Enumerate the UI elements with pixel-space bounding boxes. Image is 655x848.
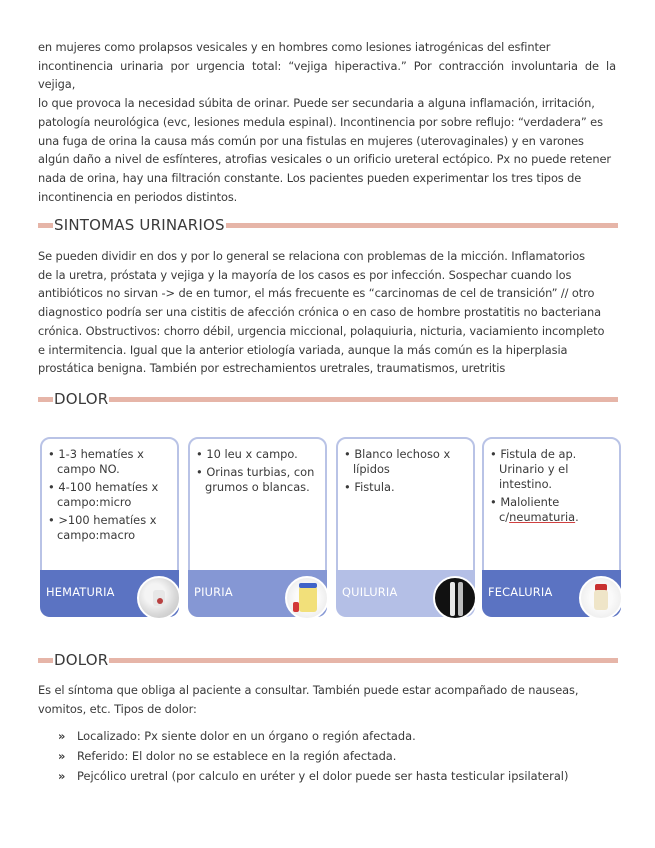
fecaluria-photo-icon [579, 576, 623, 620]
card-list [344, 447, 467, 498]
card-list [48, 447, 171, 546]
card-piuria [188, 437, 327, 613]
card-item: • >100 hematíes x campo:macro [48, 513, 171, 543]
intro-line: incontinencia urinaria por urgencia total: “vejiga hiperactiva.” Por contracción involuntaria de la vejiga, [38, 58, 616, 92]
sintomas-line: crónica. Obstructivos: chorro débil, urgencia miccional, polaquiuria, nicturia, vaciamiento incompleto [38, 323, 605, 338]
section-heading-dolor [38, 389, 618, 409]
sintomas-line: e intermitencia. Igual que la anterior etiología variada, aunque la más común es la hiperplasia [38, 342, 568, 357]
list-item [58, 726, 568, 746]
section-heading-dolor-2 [38, 650, 618, 670]
card-quiluria [336, 437, 475, 613]
sintomas-line: Se pueden dividir en dos y por lo general se relaciona con problemas de la micción. Inflamatorios [38, 249, 585, 263]
card-hematuria [40, 437, 179, 613]
dolor-line: Es el síntoma que obliga al paciente a consultar. También puede estar acompañado de nauseas, [38, 683, 579, 697]
list-item [58, 746, 568, 766]
sintomas-line: antibióticos no sirvan -> de en tumor, el más frecuente es “carcinomas de cel de transición” // otro [38, 286, 595, 301]
list-item-text: Pejcólico uretral (por calculo en uréter y el dolor puede ser hasta testicular ipsilateral) [77, 769, 569, 783]
card-item-period: . [575, 510, 579, 524]
list-item-text: Localizado: Px siente dolor en un órgano o región afectada. [77, 729, 416, 743]
card-label: QUILURIA [342, 585, 398, 599]
dolor-paragraph [38, 681, 616, 718]
card-label: PIURIA [194, 585, 233, 599]
card-item: • Blanco lechoso x lípidos [344, 447, 467, 477]
card-item: • 1-3 hematíes x campo NO. [48, 447, 171, 477]
intro-line: algún daño a nivel de esfínteres, atrofias vesicales o un orificio ureteral ectópico. Px no puede retener [38, 152, 611, 167]
chevron-right-icon: » [58, 749, 66, 763]
card-item: • Fistula de ap. Urinario y el intestino. [490, 447, 613, 492]
heading-title: DOLOR [54, 651, 109, 669]
card-item: • Fistula. [344, 480, 467, 495]
sintomas-line: diagnostico podría ser una cistitis de afección crónica o en caso de hombre prostatitis no bacteriana [38, 305, 601, 320]
intro-line: patología neurológica (evc, lesiones medula espinal). Incontinencia por sobre reflujo: “verdadera” es [38, 114, 603, 129]
quiluria-photo-icon [433, 576, 477, 620]
list-item [58, 766, 568, 786]
heading-lead-rule [38, 397, 53, 402]
intro-line: lo que provoca la necesidad súbita de orinar. Puede ser secundaria a alguna inflamación, irritación, [38, 96, 595, 111]
list-item-text: Referido: El dolor no se establece en la región afectada. [77, 749, 397, 763]
heading-title: DOLOR [54, 390, 109, 408]
intro-paragraph [38, 38, 616, 206]
heading-rule [109, 397, 618, 402]
chevron-right-icon: » [58, 769, 66, 783]
sintomas-paragraph [38, 247, 616, 378]
card-item-underlined: neumaturia [509, 510, 576, 524]
card-list [196, 447, 319, 498]
hematuria-photo-icon [137, 576, 181, 620]
sintomas-line: de la uretra, próstata y vejiga y la mayoría de los casos es por infección. Sospechar cuando los [38, 267, 572, 282]
heading-rule [226, 223, 618, 228]
card-label: FECALURIA [488, 585, 553, 599]
intro-line: una fuga de orina la causa más común por una fistulas en mujeres (uterovaginales) y en varones [38, 133, 584, 148]
card-item: • Orinas turbias, con grumos o blancas. [196, 465, 319, 495]
card-item-text: Maloliente c/ [499, 495, 560, 524]
section-heading-sintomas-urinarios [38, 215, 618, 235]
dolor-types-list [58, 726, 568, 786]
heading-lead-rule [38, 223, 53, 228]
card-label: HEMATURIA [46, 585, 115, 599]
piuria-photo-icon [285, 576, 329, 620]
intro-line: incontinencia en periodos distintos. [38, 189, 238, 204]
heading-rule [109, 658, 618, 663]
card-list [490, 447, 613, 528]
card-item: • 4-100 hematíes x campo:micro [48, 480, 171, 510]
chevron-right-icon: » [58, 729, 66, 743]
card-item [490, 495, 613, 525]
heading-lead-rule [38, 658, 53, 663]
sintomas-line: prostática benigna. También por estrechamientos uretrales, traumatismos, uretritis [38, 361, 506, 376]
card-fecaluria [482, 437, 621, 613]
card-item: • 10 leu x campo. [196, 447, 319, 462]
intro-line: nada de orina, hay una filtración constante. Los pacientes pueden experimentar los tres tipos de [38, 170, 582, 185]
dolor-line: vomitos, etc. Tipos de dolor: [38, 701, 197, 716]
heading-title: SINTOMAS URINARIOS [54, 216, 225, 234]
intro-line: en mujeres como prolapsos vesicales y en hombres como lesiones iatrogénicas del esfinter [38, 40, 551, 54]
